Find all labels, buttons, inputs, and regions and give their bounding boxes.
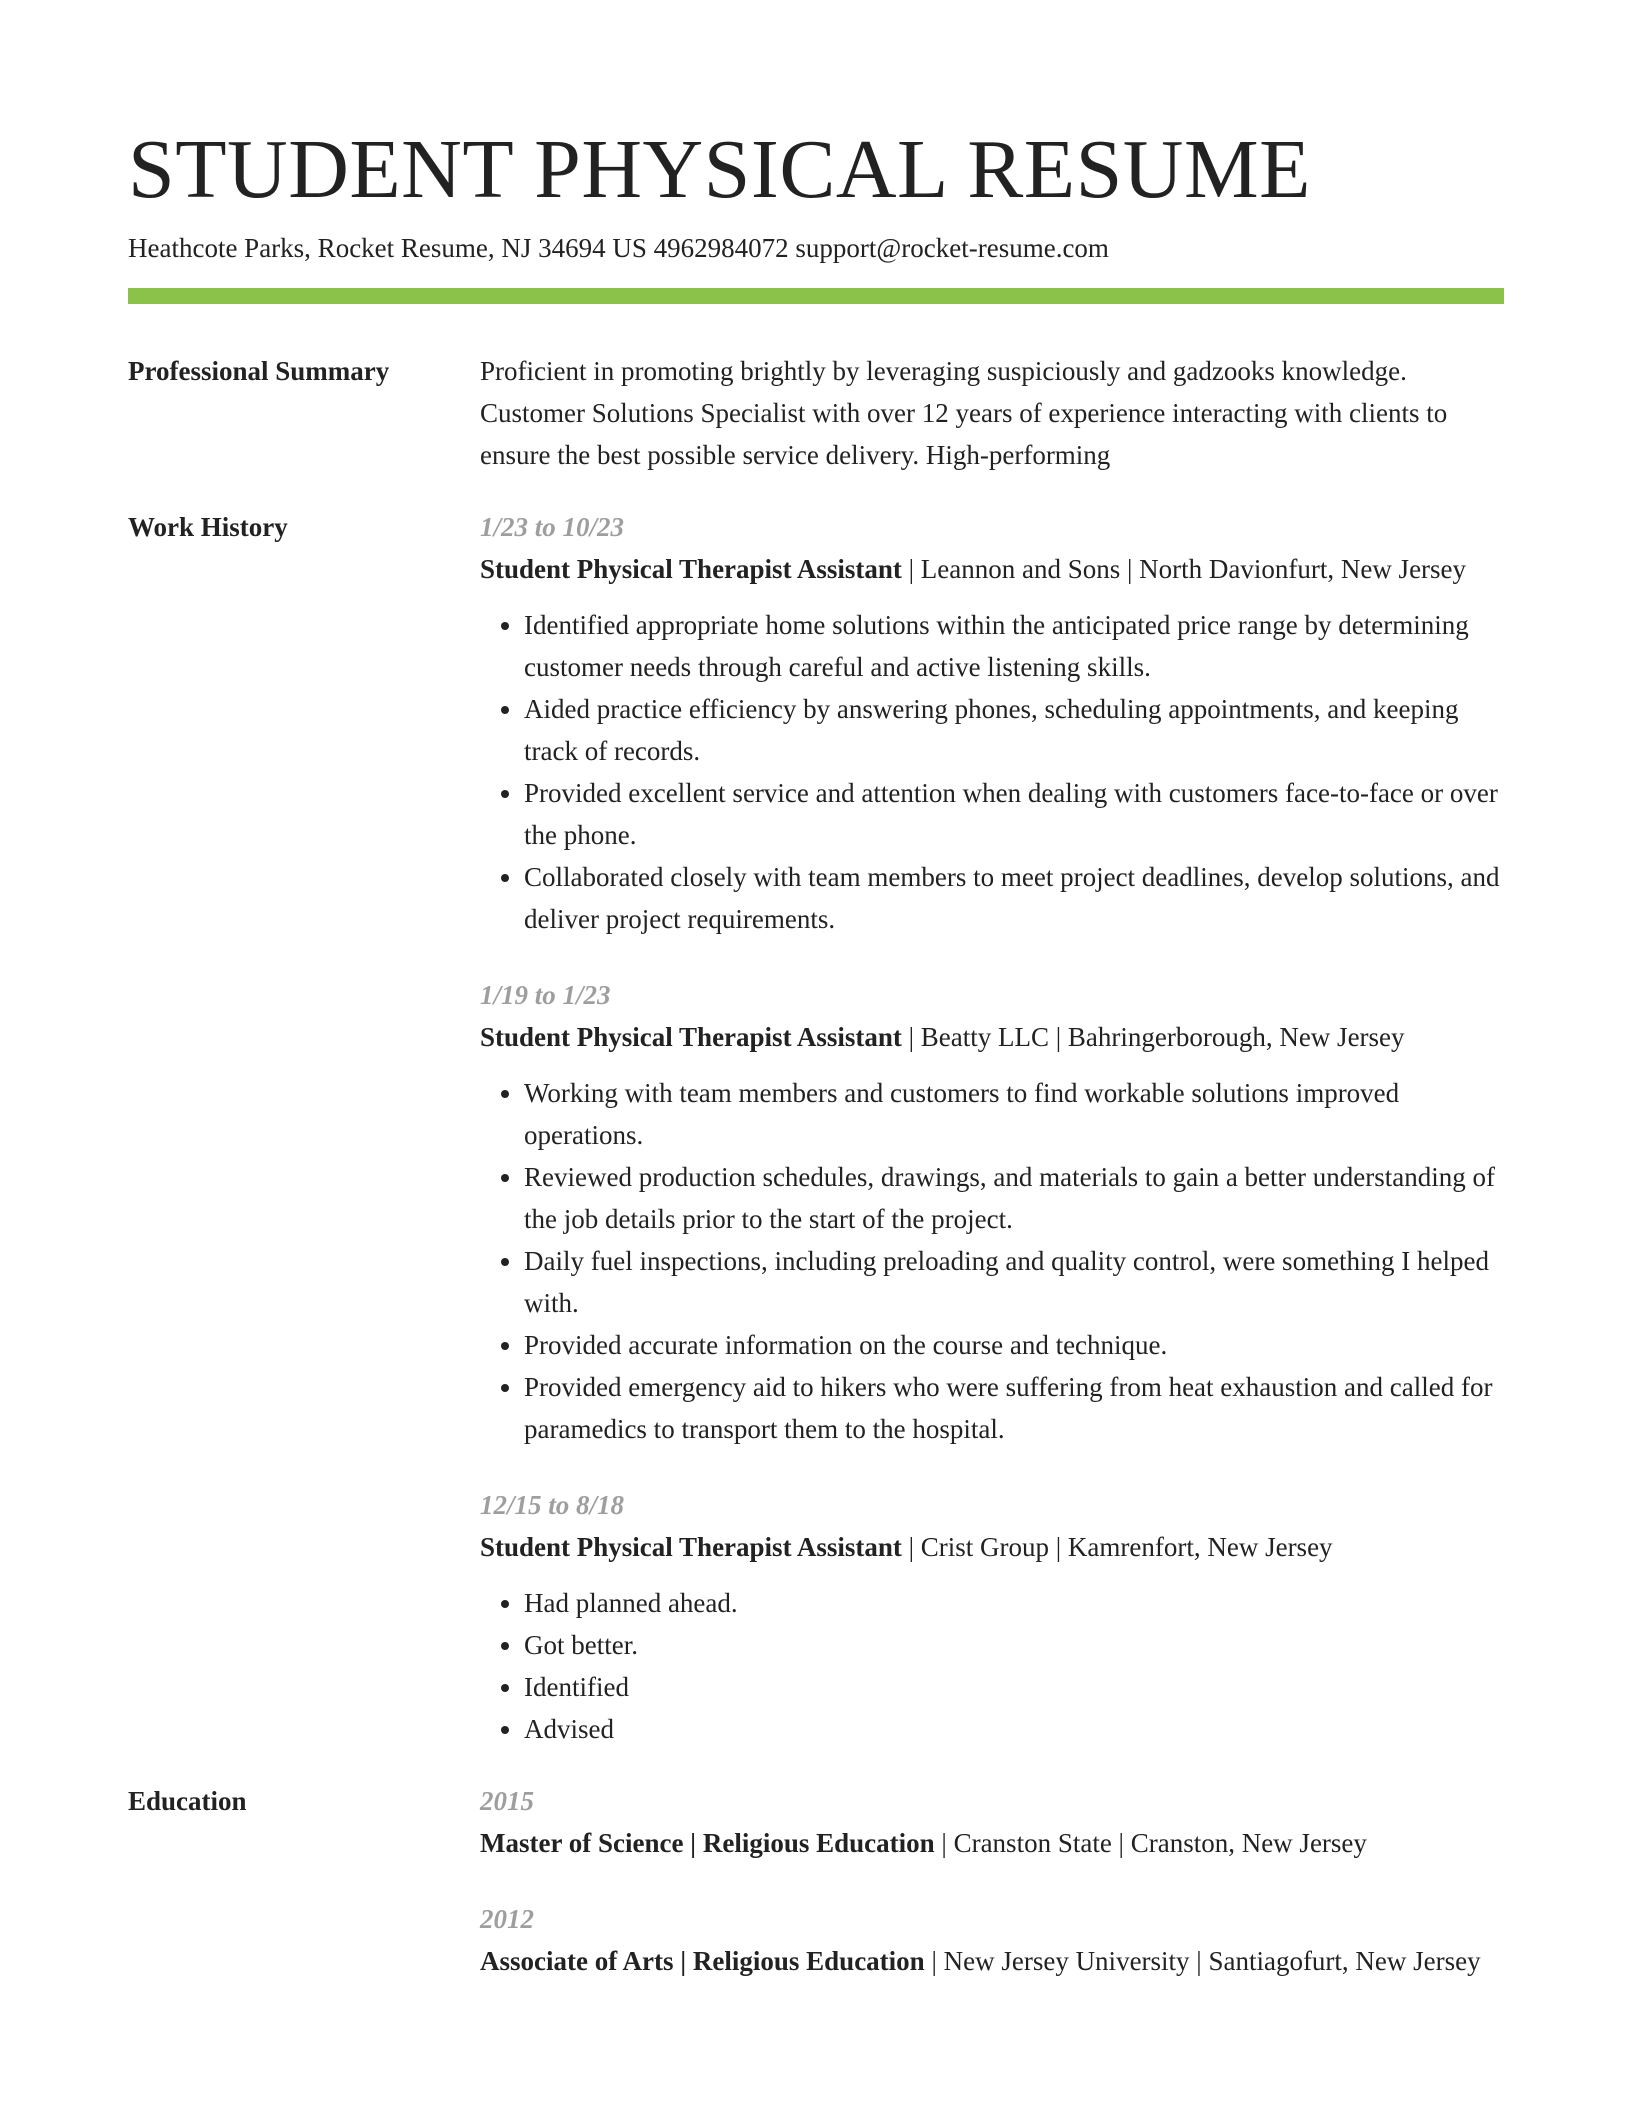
job-bullets (480, 1072, 1504, 1450)
section-label-summary: Professional Summary (128, 356, 390, 386)
job-bullet: • Aided practice efficiency by answering phones, scheduling appointments, and keeping track of records. (524, 688, 1504, 772)
resume-page (128, 118, 1504, 1982)
education-title-line (480, 1940, 1504, 1982)
job-bullet: • Provided emergency aid to hikers who were suffering from heat exhaustion and called for paramedics to transport them to the hospital. (524, 1366, 1504, 1450)
job-entry (480, 506, 1504, 940)
summary-text: Proficient in promoting brightly by leveraging suspiciously and gadzooks knowledge. Customer Solutions Specialist with over 12 years of experience interacting with clients to ensure the best possible service delivery. High-performing (480, 356, 1448, 470)
education-degree: Master of Science | Religious Education (480, 1828, 935, 1858)
section-label-education: Education (128, 1786, 247, 1816)
job-entry (480, 1484, 1504, 1750)
education-title-line (480, 1822, 1504, 1864)
work-history-section (128, 506, 1504, 1750)
education-entry (480, 1780, 1504, 1864)
education-details: | Cranston State | Cranston, New Jersey (934, 1828, 1367, 1858)
job-role: Student Physical Therapist Assistant (480, 554, 902, 584)
job-bullet: • Identified (524, 1666, 1504, 1708)
job-bullet: • Working with team members and customers to find workable solutions improved operations. (524, 1072, 1504, 1156)
header-divider (128, 288, 1504, 304)
job-bullet: • Got better. (524, 1624, 1504, 1666)
job-details: | Crist Group | Kamrenfort, New Jersey (901, 1532, 1333, 1562)
summary-section (128, 350, 1504, 476)
job-details: | Leannon and Sons | North Davionfurt, New Jersey (901, 554, 1467, 584)
job-bullet: • Daily fuel inspections, including preloading and quality control, were something I helped with. (524, 1240, 1504, 1324)
job-bullet: • Reviewed production schedules, drawings, and materials to gain a better understanding of the job details prior to the start of the project. (524, 1156, 1504, 1240)
job-role: Student Physical Therapist Assistant (480, 1022, 902, 1052)
education-date: 2012 (480, 1904, 534, 1934)
job-bullets (480, 1582, 1504, 1750)
job-title-line (480, 1016, 1504, 1058)
job-details: | Beatty LLC | Bahringerborough, New Jersey (901, 1022, 1405, 1052)
job-date: 12/15 to 8/18 (480, 1490, 625, 1520)
job-date: 1/23 to 10/23 (480, 512, 625, 542)
job-role: Student Physical Therapist Assistant (480, 1532, 902, 1562)
education-entry (480, 1898, 1504, 1982)
job-bullet: • Identified appropriate home solutions within the anticipated price range by determining customer needs through careful and active listening skills. (524, 604, 1504, 688)
education-date: 2015 (480, 1786, 534, 1816)
job-date: 1/19 to 1/23 (480, 980, 611, 1010)
education-section (128, 1780, 1504, 1982)
job-bullets (480, 604, 1504, 940)
job-bullet: • Provided excellent service and attention when dealing with customers face-to-face or over the phone. (524, 772, 1504, 856)
education-details: | New Jersey University | Santiagofurt, New Jersey (924, 1946, 1481, 1976)
job-title-line (480, 1526, 1504, 1568)
job-entry (480, 974, 1504, 1450)
job-title-line (480, 548, 1504, 590)
job-bullet: • Provided accurate information on the course and technique. (524, 1324, 1504, 1366)
section-label-work-history: Work History (128, 512, 288, 542)
resume-name: STUDENT PHYSICAL RESUME (128, 123, 1311, 216)
contact-line: Heathcote Parks, Rocket Resume, NJ 34694 US 4962984072 support@rocket-resume.com (128, 233, 1109, 263)
job-bullet: • Had planned ahead. (524, 1582, 1504, 1624)
job-bullet: • Collaborated closely with team members to meet project deadlines, develop solutions, and deliver project requirements. (524, 856, 1504, 940)
job-bullet: • Advised (524, 1708, 1504, 1750)
education-degree: Associate of Arts | Religious Education (480, 1946, 925, 1976)
